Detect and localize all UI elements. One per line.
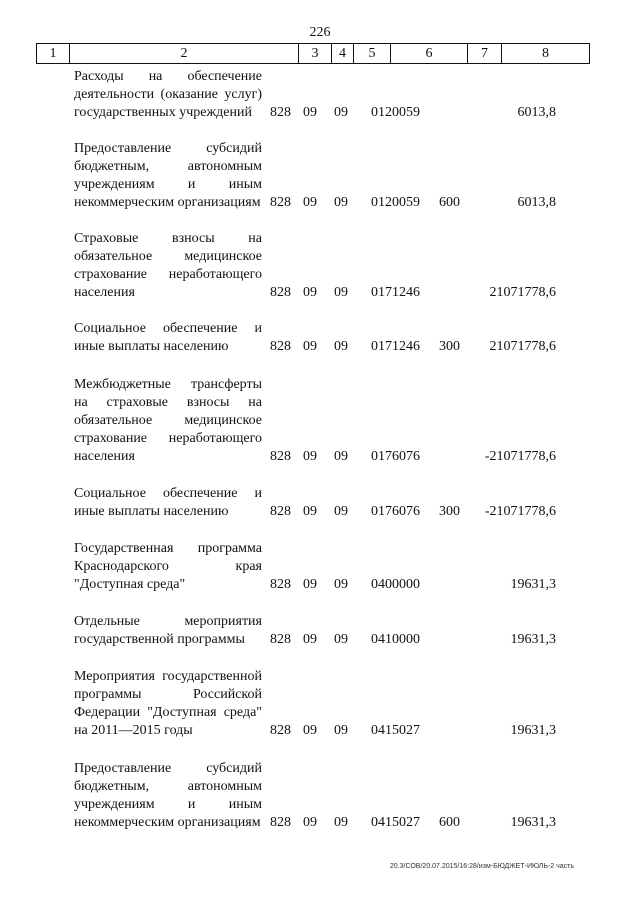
row-col-8: 19631,3 [510,815,556,830]
row-col-8: 6013,8 [517,105,556,120]
row-col-6: 0400000 [371,577,420,592]
row-description: Предоставление субсидий бюджетным, автономным учреждениям и иным некоммерческим организациям [74,141,262,210]
table-row [0,668,640,740]
row-col-3: 828 [270,632,291,647]
row-description: Социальное обеспечение и иные выплаты населению [74,486,262,519]
row-col-3: 828 [270,285,291,300]
row-col-5: 09 [334,723,348,738]
row-col-4: 09 [303,195,317,210]
row-col-3: 828 [270,195,291,210]
row-col-8: -21071778,6 [484,504,556,519]
table-row [0,230,640,302]
row-col-4: 09 [303,504,317,519]
table-row [0,376,640,466]
row-col-5: 09 [334,339,348,354]
row-description: Мероприятия государственной программы Российской Федерации "Доступная среда" на 2011—2015 годы [74,669,262,738]
row-description: Отдельные мероприятия государственной программы [74,614,262,647]
row-col-5: 09 [334,449,348,464]
column-header-2: 2 [70,44,299,64]
table-row [0,540,640,594]
row-description: Страховые взносы на обязательное медицинское страхование неработающего населения [74,231,262,300]
row-col-6: 0171246 [371,339,420,354]
column-header-1: 1 [37,44,70,64]
document-footer-stamp: 20.3/СОВ/20.07.2015/16:28/изм-БЮДЖЕТ-ИЮЛЬ-2 часть [389,863,574,870]
row-col-8: 19631,3 [510,577,556,592]
row-col-4: 09 [303,105,317,120]
row-col-5: 09 [334,815,348,830]
row-col-4: 09 [303,723,317,738]
row-description: Межбюджетные трансферты на страховые взносы на обязательное медицинское страхование неработающего населения [74,377,262,464]
column-header-5: 5 [354,44,391,64]
row-col-8: 21071778,6 [489,339,556,354]
column-header-4: 4 [332,44,354,64]
row-col-6: 0120059 [371,105,420,120]
row-col-3: 828 [270,105,291,120]
row-col-4: 09 [303,632,317,647]
row-col-5: 09 [334,285,348,300]
row-description: Предоставление субсидий бюджетным, автономным учреждениям и иным некоммерческим организациям [74,761,262,830]
row-col-8: 6013,8 [517,195,556,210]
row-col-3: 828 [270,339,291,354]
row-description: Социальное обеспечение и иные выплаты населению [74,321,262,354]
column-header-8: 8 [502,44,590,64]
row-col-6: 0415027 [371,723,420,738]
row-col-7: 300 [439,504,460,519]
row-col-6: 0415027 [371,815,420,830]
row-col-4: 09 [303,577,317,592]
row-col-3: 828 [270,723,291,738]
row-col-5: 09 [334,105,348,120]
row-col-7: 300 [439,339,460,354]
row-col-4: 09 [303,285,317,300]
row-col-5: 09 [334,504,348,519]
row-col-5: 09 [334,195,348,210]
row-col-7: 600 [439,815,460,830]
row-col-4: 09 [303,339,317,354]
row-col-6: 0410000 [371,632,420,647]
row-col-3: 828 [270,449,291,464]
row-description: Государственная программа Краснодарского края "Доступная среда" [74,541,262,592]
column-header-6: 6 [391,44,468,64]
row-description: Расходы на обеспечение деятельности (оказание услуг) государственных учреждений [74,69,262,120]
table-row [0,320,640,356]
page-number: 226 [309,25,331,40]
row-col-8: 19631,3 [510,723,556,738]
row-col-3: 828 [270,504,291,519]
table-row [0,68,640,122]
row-col-7: 600 [439,195,460,210]
row-col-5: 09 [334,577,348,592]
row-col-4: 09 [303,815,317,830]
column-header-7: 7 [468,44,502,64]
row-col-3: 828 [270,577,291,592]
table-row [0,613,640,649]
row-col-8: 21071778,6 [489,285,556,300]
table-row [0,760,640,832]
row-col-5: 09 [334,632,348,647]
row-col-6: 0171246 [371,285,420,300]
table-row [0,140,640,212]
row-col-6: 0176076 [371,449,420,464]
row-col-4: 09 [303,449,317,464]
column-header-3: 3 [299,44,332,64]
row-col-8: 19631,3 [510,632,556,647]
row-col-6: 0120059 [371,195,420,210]
table-row [0,485,640,521]
row-col-8: -21071778,6 [484,449,556,464]
row-col-3: 828 [270,815,291,830]
row-col-6: 0176076 [371,504,420,519]
